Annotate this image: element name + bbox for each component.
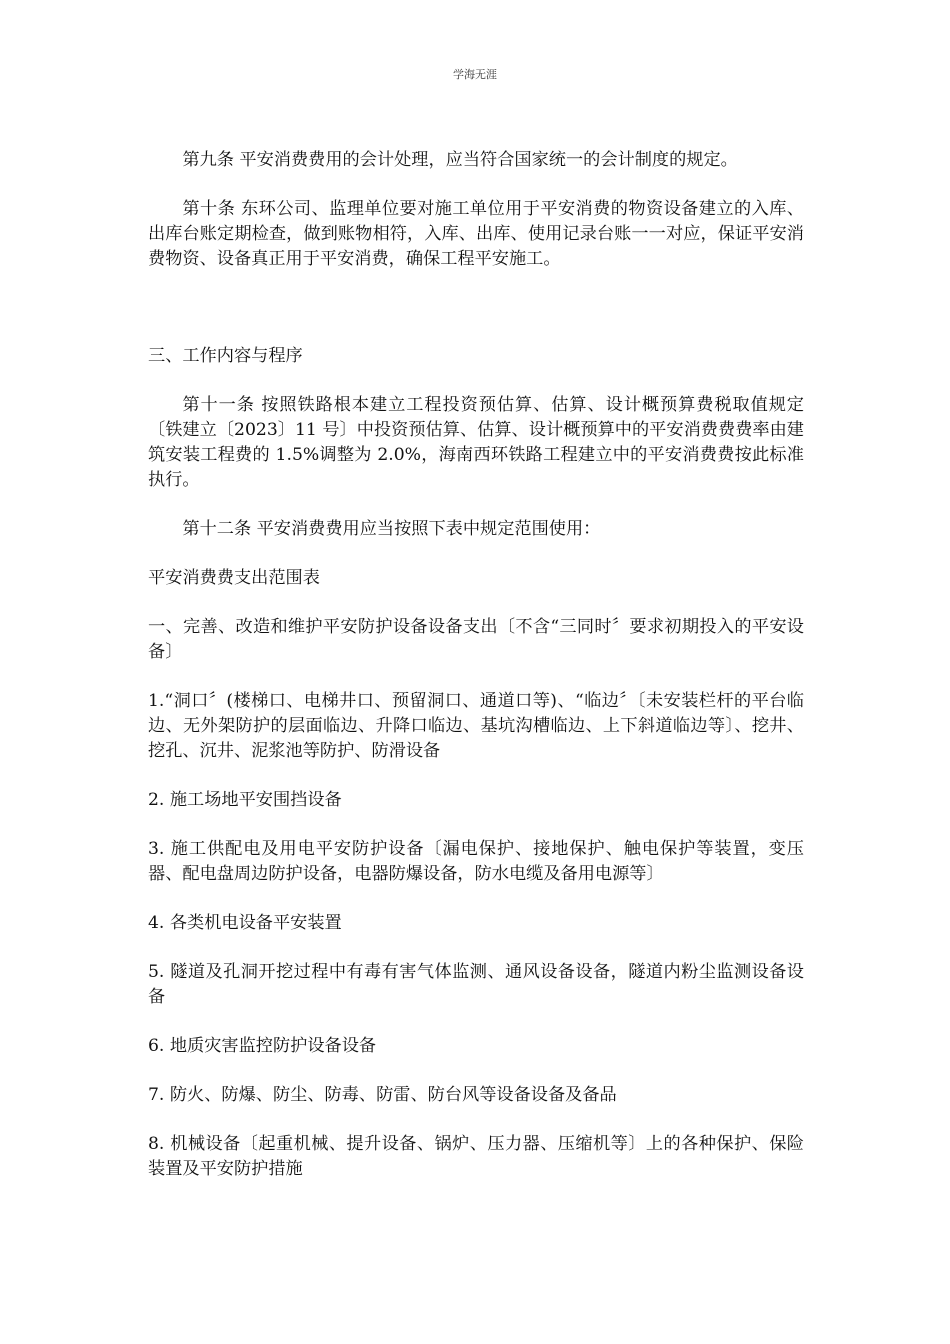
section-heading: 三、工作内容与程序	[148, 346, 303, 366]
list-item-3: 3. 施工供配电及用电平安防护设备〔漏电保护、接地保护、触电保护等装置，变压器、配电盘周边防护设备，电器防爆设备，防水电缆及备用电源等〕	[148, 839, 804, 884]
list-item-4: 4. 各类机电设备平安装置	[148, 913, 342, 933]
category-heading: 一、完善、改造和维护平安防护设备设备支出〔不含“三同时〞要求初期投入的平安设备〕	[148, 617, 804, 662]
document-body	[148, 148, 804, 1206]
article-12-paragraph: 第十二条 平安消费费用应当按照下表中规定范围使用：	[182, 519, 601, 539]
list-item-1: 1.“洞口〞(楼梯口、电梯井口、预留洞口、通道口等)、“临边〞〔未安装栏杆的平台临边、无外架防护的层面临边、升降口临边、基坑沟槽临边、上下斜道临边等〕、挖井、挖孔、沉井、泥浆池等防护、防滑设备	[148, 691, 804, 761]
article-10-paragraph: 第十条 东环公司、监理单位要对施工单位用于平安消费的物资设备建立的入库、出库台账定期检查，做到账物相符，入库、出库、使用记录台账一一对应，保证平安消费物资、设备真正用于平安消费，确保工程平安施工。	[148, 199, 804, 269]
list-item-2: 2. 施工场地平安围挡设备	[148, 790, 342, 810]
article-9-paragraph: 第九条 平安消费费用的会计处理，应当符合国家统一的会计制度的规定。	[182, 150, 738, 170]
table-title: 平安消费费支出范围表	[148, 568, 320, 588]
article-11-paragraph: 第十一条 按照铁路根本建立工程投资预估算、估算、设计概预算费税取值规定〔铁建立〔2023〕11 号〕中投资预估算、估算、设计概预算中的平安消费费费率由建筑安装工程费的 1.5%调整为 2.0%，海南西环铁路工程建立中的平安消费费按此标准执行。	[148, 395, 804, 490]
list-item-6: 6. 地质灾害监控防护设备设备	[148, 1036, 377, 1056]
page-header: 学海无涯	[453, 68, 497, 81]
section-spacer	[148, 296, 804, 344]
list-item-5: 5. 隧道及孔洞开挖过程中有毒有害气体监测、通风设备设备，隧道内粉尘监测设备设备	[148, 962, 804, 1007]
list-item-8: 8. 机械设备〔起重机械、提升设备、锅炉、压力器、压缩机等〕上的各种保护、保险装置及平安防护措施	[148, 1134, 804, 1179]
list-item-7: 7. 防火、防爆、防尘、防毒、防雷、防台风等设备设备及备品	[148, 1085, 617, 1105]
